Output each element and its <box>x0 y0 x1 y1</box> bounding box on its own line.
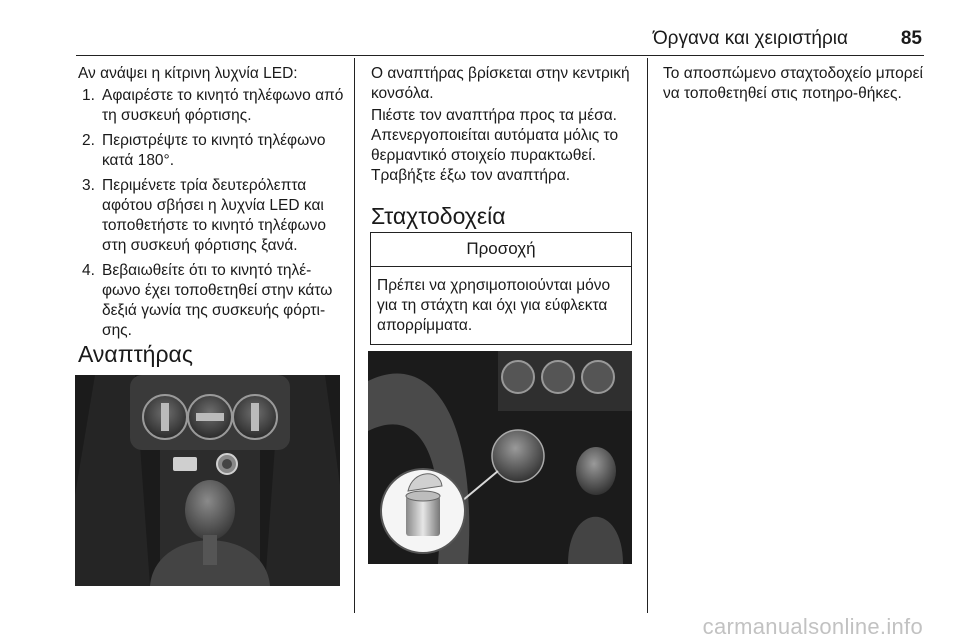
step-number: 3. <box>82 177 95 194</box>
column-right <box>663 64 928 106</box>
caution-text: Πρέπει να χρησιμοποιούνται μόνο για τη στάχτη και όχι για εύφλεκτα απορρίμματα. <box>377 277 611 334</box>
watermark-text: carmanualsonline.info <box>702 614 923 639</box>
lighter-illustration <box>75 375 340 586</box>
step-number: 4. <box>82 262 95 279</box>
step-number: 2. <box>82 132 95 149</box>
section-heading-lighter: Αναπτήρας <box>78 341 193 367</box>
step-text: Περιμένετε τρία δευτερόλεπτα αφότου σβήσει η λυχνία LED και τοποθετήστε το κινητό τηλέφωνο στη συσκευή φόρτισης ξανά. <box>102 177 326 254</box>
page-header-title: Όργανα και χειριστήρια <box>652 28 848 49</box>
list-item <box>78 261 344 341</box>
list-item <box>78 176 344 256</box>
caution-title: Προσοχή <box>371 233 631 267</box>
lighter-location-text: Ο αναπτήρας βρίσκεται στην κεντρική κονσόλα. <box>371 65 630 102</box>
lighter-usage-text: Πιέστε τον αναπτήρα προς τα μέσα. Απενεργοποιείται αυτόματα μόλις το θερμαντικό στοιχείο πυρακτωθεί. Τραβήξτε έξω τον αναπτήρα. <box>371 107 619 184</box>
section-heading-ashtrays: Σταχτοδοχεία <box>371 203 506 229</box>
step-text: Αφαιρέστε το κινητό τηλέφωνο από τη συσκευή φόρτισης. <box>102 87 344 124</box>
removable-ashtray-text: Το αποσπώμενο σταχτοδοχείο μπορεί να τοποθετηθεί στις ποτηρο‐θήκες. <box>663 65 923 102</box>
step-text: Βεβαιωθείτε ότι το κινητό τηλέ‐φωνο έχει τοποθετηθεί στην κάτω δεξιά γωνία της συσκευής φόρτι‐σης. <box>102 262 333 339</box>
led-intro-text: Αν ανάψει η κίτρινη λυχνία LED: <box>78 65 298 82</box>
ashtray-illustration <box>368 351 632 564</box>
column-left <box>78 64 344 346</box>
column-divider-2 <box>647 58 648 613</box>
header-rule <box>76 55 924 56</box>
column-divider-1 <box>354 58 355 613</box>
caution-box <box>370 232 632 345</box>
list-item <box>78 131 344 171</box>
list-item <box>78 86 344 126</box>
column-middle <box>371 64 633 188</box>
step-text: Περιστρέψτε το κινητό τηλέφωνο κατά 180°. <box>102 132 326 169</box>
step-number: 1. <box>82 87 95 104</box>
page-number: 85 <box>900 28 922 49</box>
led-steps-list <box>78 86 344 341</box>
